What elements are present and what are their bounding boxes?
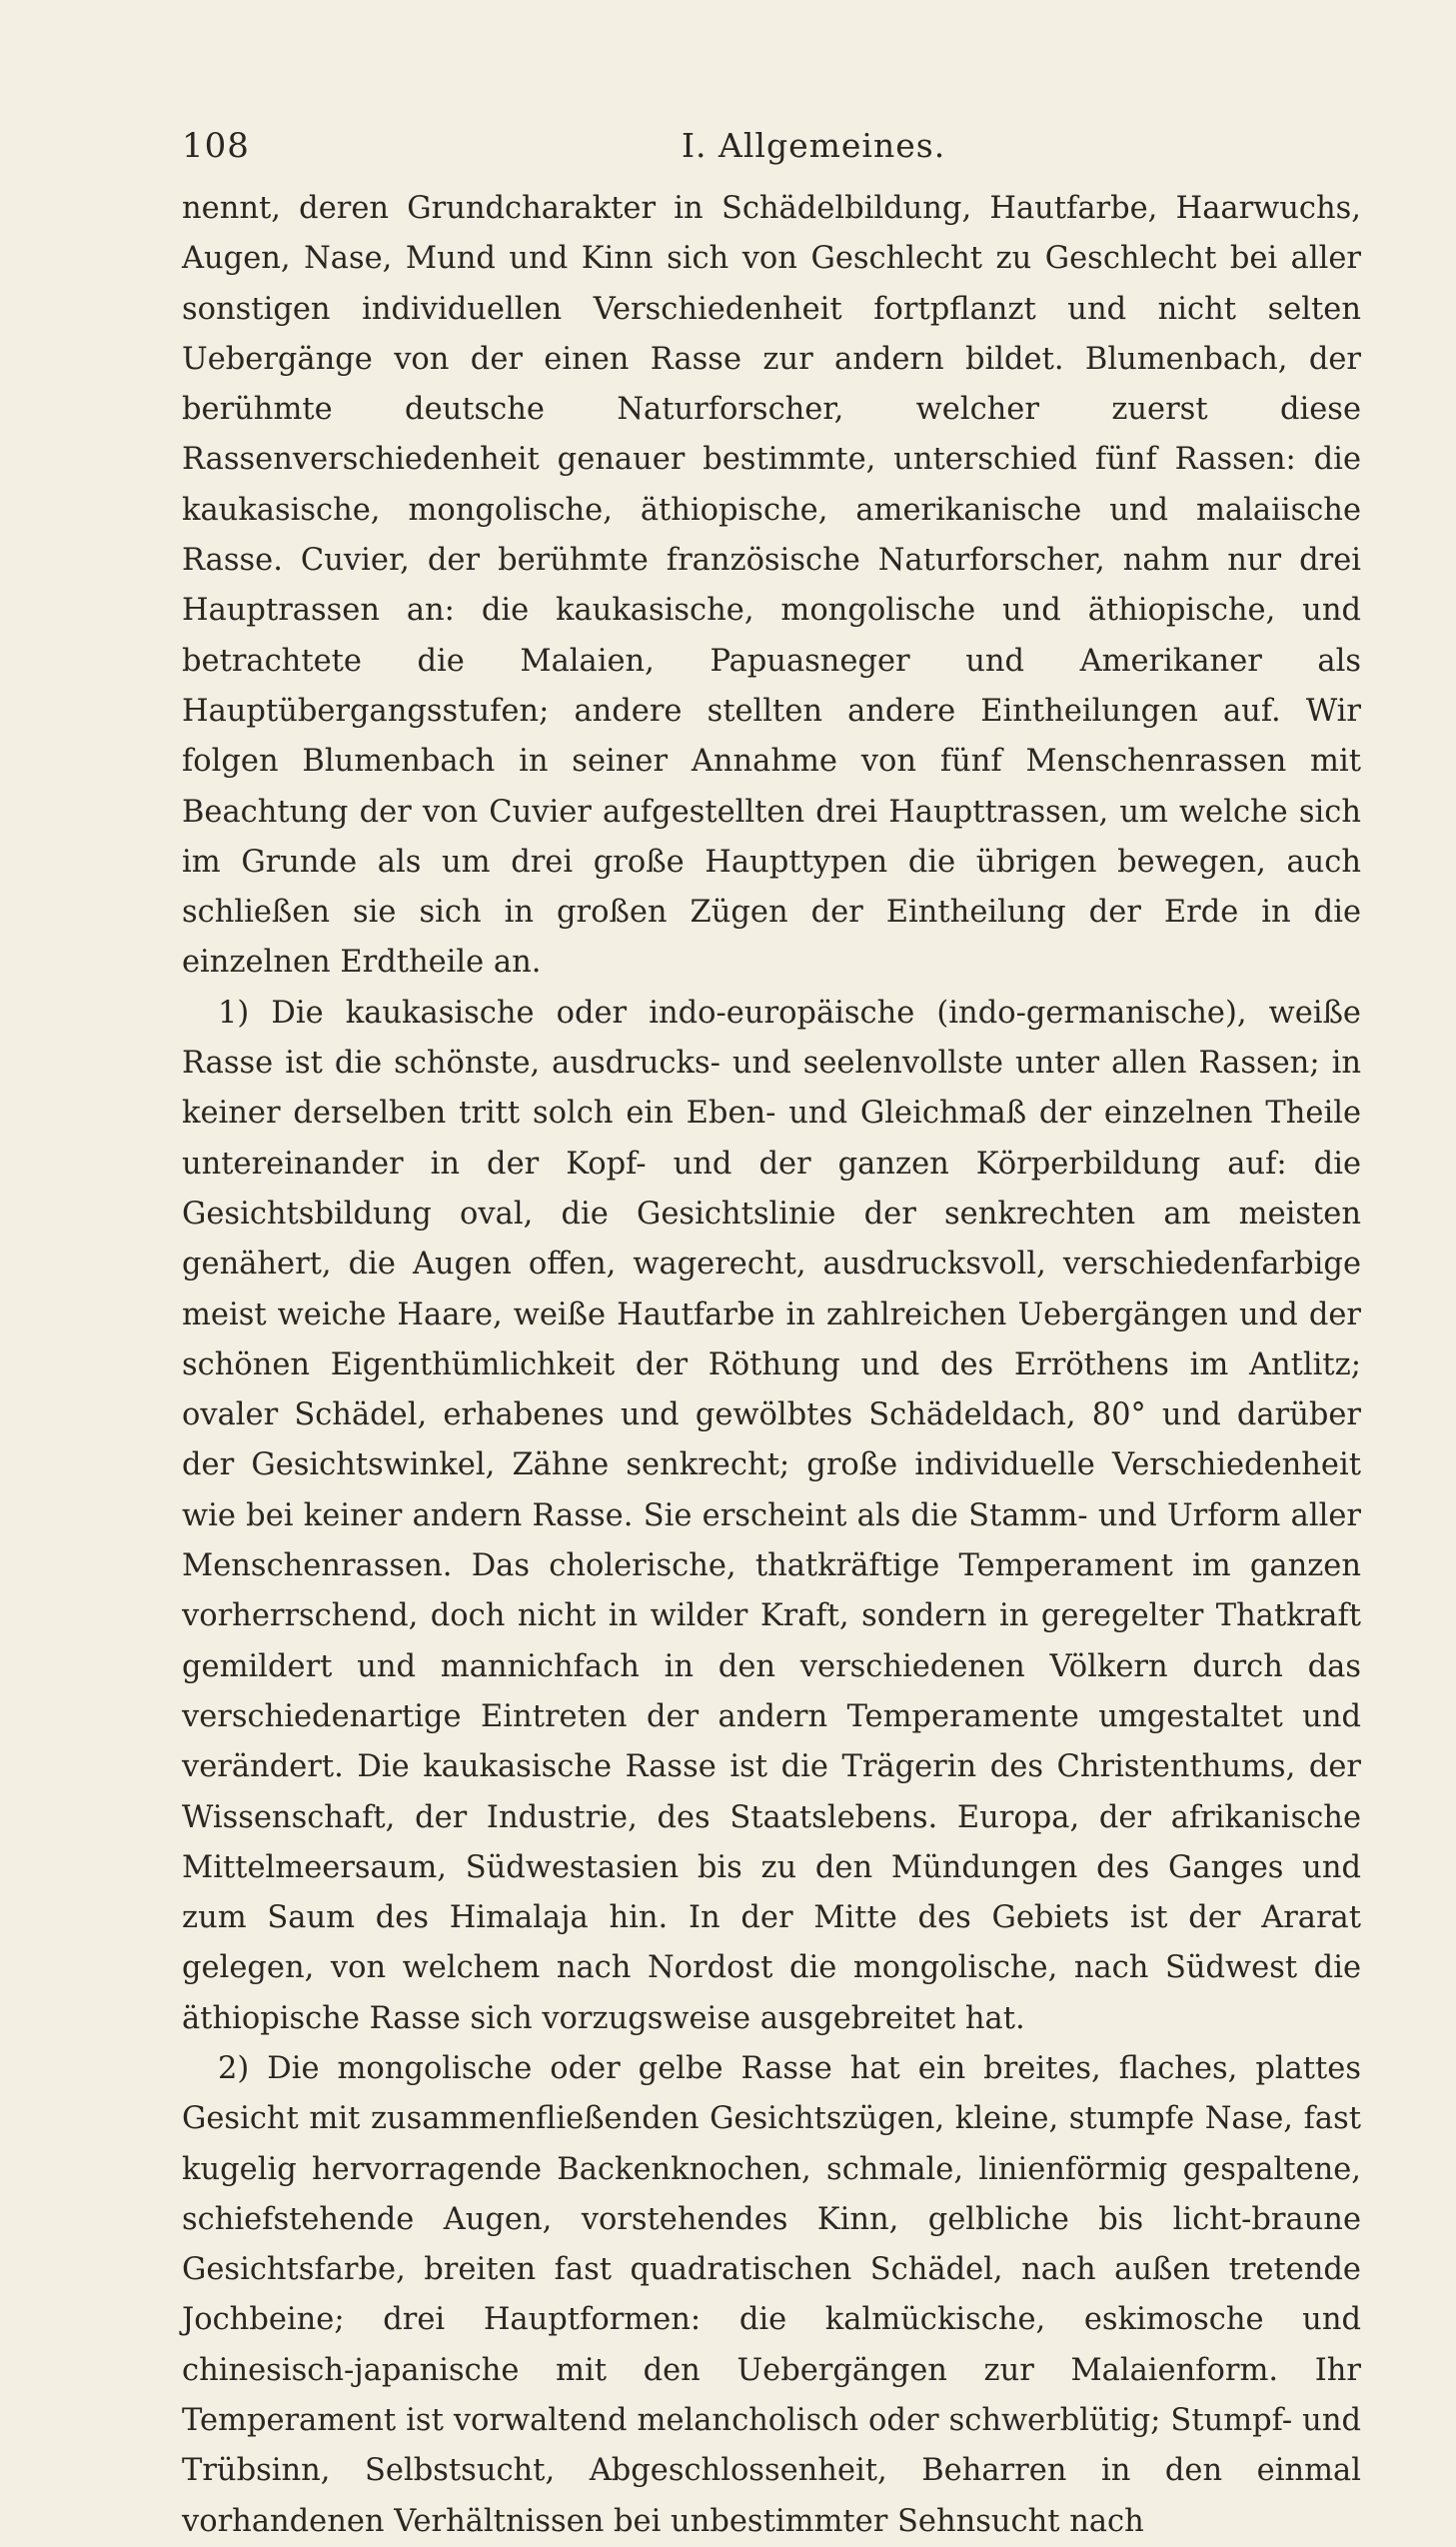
paragraph-mongolian-race: 2) Die mongolische oder gelbe Rasse hat ein breites, flaches, plattes Gesicht mit zusammenfließenden Gesichtszügen, kleine, stumpfe Nase, fast kugelig hervorragende Backenknochen, schmale, linienförmig gespaltene, schiefstehende Augen, vorstehendes Kinn, gelbliche bis licht-braune Gesichtsfarbe, breiten fast quadratischen Schädel, nach außen tretende Jochbeine; drei Hauptformen: die kalmückische, eskimosche und chinesisch-japanische mit den Uebergängen zur Malaienform. Ihr Temperament ist vorwaltend melancholisch oder schwerblütig; Stumpf- und Trübsinn, Selbstsucht, Abgeschlossenheit, Beharren in den einmal vorhandenen Verhältnissen bei unbestimmter Sehnsucht nach bbox=[182, 2050, 1361, 2539]
body-text bbox=[182, 184, 1361, 2547]
page-header bbox=[182, 118, 1366, 178]
page-number: 108 bbox=[182, 126, 250, 166]
running-head: I. Allgemeines. bbox=[682, 126, 946, 165]
paragraph-caucasian-race: 1) Die kaukasische oder indo-europäische (indo-germanische), weiße Rasse ist die schönste, ausdrucks- und seelenvollste unter allen Rassen; in keiner derselben tritt solch ein Eben- und Gleichmaß der einzelnen Theile untereinander in der Kopf- und der ganzen Körperbildung auf: die Gesichtsbildung oval, die Gesichtslinie der senkrechten am meisten genähert, die Augen offen, wagerecht, ausdrucksvoll, verschiedenfarbige meist weiche Haare, weiße Hautfarbe in zahlreichen Uebergängen und der schönen Eigenthümlichkeit der Röthung und des Erröthens im Antlitz; ovaler Schädel, erhabenes und gewölbtes Schädeldach, 80° und darüber der Gesichtswinkel, Zähne senkrecht; große individuelle Verschiedenheit wie bei keiner andern Rasse. Sie erscheint als die Stamm- und Urform aller Menschenrassen. Das cholerische, thatkräftige Temperament im ganzen vorherrschend, doch nicht in wilder Kraft, sondern in geregelter Thatkraft gemildert und mannichfach in den verschiedenen Völkern durch das verschiedenartige Eintreten der andern Temperamente umgestaltet und verändert. Die kaukasische Rasse ist die Trägerin des Christenthums, der Wissenschaft, der Industrie, des Staatslebens. Europa, der afrikanische Mittelmeersaum, Südwestasien bis zu den Mündungen des Ganges und zum Saum des Himalaja hin. In der Mitte des Gebiets ist der Ararat gelegen, von welchem nach Nordost die mongolische, nach Südwest die äthiopische Rasse sich vorzugsweise ausgebreitet hat. bbox=[182, 995, 1361, 2036]
paragraph-continuation: nennt, deren Grundcharakter in Schädelbildung, Hautfarbe, Haarwuchs, Augen, Nase, Mund und Kinn sich von Geschlecht zu Geschlecht bei aller sonstigen individuellen Verschiedenheit fortpflanzt und nicht selten Uebergänge von der einen Rasse zur andern bildet. Blumenbach, der berühmte deutsche Naturforscher, welcher zuerst diese Rassenverschiedenheit genauer bestimmte, unterschied fünf Rassen: die kaukasische, mongolische, äthiopische, amerikanische und malaiische Rasse. Cuvier, der berühmte französische Naturforscher, nahm nur drei Hauptrassen an: die kaukasische, mongolische und äthiopische, und betrachtete die Malaien, Papuasneger und Amerikaner als Hauptübergangsstufen; andere stellten andere Eintheilungen auf. Wir folgen Blumenbach in seiner Annahme von fünf Menschenrassen mit Beachtung der von Cuvier aufgestellten drei Haupttrassen, um welche sich im Grunde als um drei große Haupttypen die übrigen bewegen, auch schließen sie sich in großen Zügen der Eintheilung der Erde in die einzelnen Erdtheile an. bbox=[182, 191, 1361, 981]
